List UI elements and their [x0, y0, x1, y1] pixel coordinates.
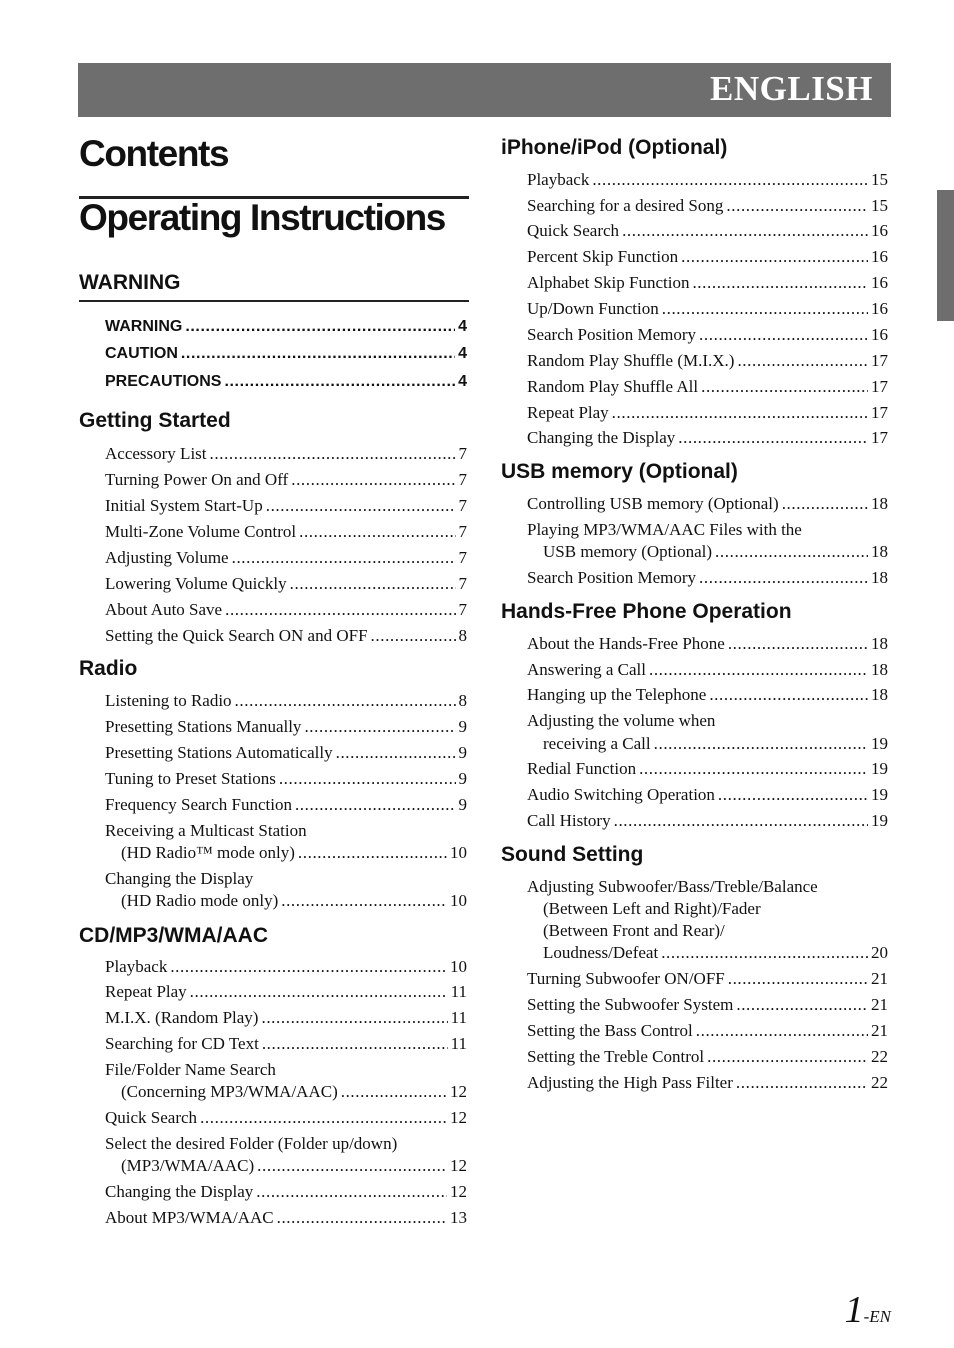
- toc-entry[interactable]: [527, 634, 888, 654]
- toc-entry-page: 8: [458, 691, 467, 710]
- section-heading: Hands-Free Phone Operation: [501, 600, 792, 623]
- toc-entry-title: About Auto Save: [105, 600, 223, 619]
- toc-entry-page: 18: [871, 685, 888, 704]
- toc-entry-page: 11: [450, 1034, 467, 1053]
- toc-entry-title: Turning Subwoofer ON/OFF: [527, 969, 725, 988]
- dot-leader: [299, 522, 455, 542]
- page-number-value: 1: [844, 1289, 864, 1331]
- dot-leader: [185, 318, 455, 336]
- toc-entry[interactable]: [105, 769, 467, 789]
- dot-leader: [726, 196, 868, 216]
- toc-entry[interactable]: [105, 444, 467, 464]
- toc-entry-page: 18: [871, 634, 888, 653]
- toc-entry-page: 7: [458, 600, 467, 619]
- toc-entry[interactable]: [527, 273, 888, 293]
- section-heading: Getting Started: [79, 409, 231, 432]
- toc-entry[interactable]: [121, 1156, 467, 1176]
- dot-leader: [718, 785, 868, 805]
- toc-entry-page: 22: [871, 1047, 888, 1066]
- dot-leader: [235, 691, 456, 711]
- toc-entry-page: 12: [450, 1108, 467, 1127]
- dot-leader: [699, 568, 868, 588]
- section-heading: iPhone/iPod (Optional): [501, 136, 728, 159]
- language-label: ENGLISH: [710, 69, 873, 108]
- toc-entry-page: 19: [871, 785, 888, 804]
- toc-entry-page: 9: [458, 717, 467, 736]
- toc-entry[interactable]: [543, 943, 888, 963]
- toc-entry-page: 8: [458, 626, 467, 645]
- toc-entry[interactable]: [121, 891, 467, 911]
- toc-entry-line: Playing MP3/WMA/AAC Files with the: [527, 520, 802, 539]
- toc-entry-page: 9: [458, 743, 467, 762]
- toc-entry-page: 7: [458, 548, 467, 567]
- toc-entry[interactable]: [527, 785, 888, 805]
- toc-entry[interactable]: [121, 843, 467, 863]
- dot-leader: [304, 717, 455, 737]
- dot-leader: [291, 470, 455, 490]
- toc-entry[interactable]: [105, 1182, 467, 1202]
- toc-entry-page: 7: [458, 496, 467, 515]
- dot-leader: [736, 1073, 868, 1093]
- toc-entry-title: Adjusting Volume: [105, 548, 229, 567]
- dot-leader: [224, 373, 455, 391]
- toc-entry[interactable]: [105, 373, 467, 391]
- toc-entry-page: 18: [871, 568, 888, 587]
- toc-entry[interactable]: [527, 403, 888, 423]
- toc-entry-title: Listening to Radio: [105, 691, 232, 710]
- toc-entry-page: 7: [458, 444, 467, 463]
- dot-leader: [225, 600, 455, 620]
- toc-entry-title: Accessory List: [105, 444, 207, 463]
- toc-entry[interactable]: [527, 325, 888, 345]
- toc-entry-title: Quick Search: [105, 1108, 198, 1127]
- toc-entry-page: 15: [871, 170, 888, 189]
- toc-entry[interactable]: [527, 685, 888, 705]
- toc-entry-page: 11: [450, 982, 467, 1001]
- toc-entry-page: 19: [871, 759, 888, 778]
- dot-leader: [661, 943, 868, 963]
- toc-entry-title: Repeat Play: [105, 982, 187, 1001]
- dot-leader: [709, 685, 868, 705]
- dot-leader: [256, 1182, 447, 1202]
- toc-entry-page: 18: [871, 542, 888, 561]
- dot-leader: [612, 403, 868, 423]
- toc-entry-page: 17: [871, 403, 888, 422]
- toc-entry[interactable]: [105, 470, 467, 490]
- toc-entry-title: Loudness/Defeat: [543, 943, 659, 962]
- dot-leader: [290, 574, 456, 594]
- page-number-suffix: -EN: [863, 1307, 891, 1326]
- dot-leader: [736, 995, 868, 1015]
- toc-entry-page: 16: [871, 273, 888, 292]
- toc-entry-title: Searching for CD Text: [105, 1034, 259, 1053]
- toc-entry-page: 19: [871, 734, 888, 753]
- toc-entry-title: Answering a Call: [527, 660, 646, 679]
- toc-entry-title: PRECAUTIONS: [105, 373, 222, 390]
- toc-entry[interactable]: [105, 743, 467, 763]
- toc-entry-title: Presetting Stations Automatically: [105, 743, 333, 762]
- toc-entry[interactable]: [527, 196, 888, 216]
- toc-entry-title: Hanging up the Telephone: [527, 685, 707, 704]
- toc-entry-page: 19: [871, 811, 888, 830]
- toc-entry[interactable]: [527, 247, 888, 267]
- toc-entry-page: 7: [458, 470, 467, 489]
- toc-entry-title: Controlling USB memory (Optional): [527, 494, 779, 513]
- toc-entry[interactable]: [527, 170, 888, 190]
- toc-entry-title: (MP3/WMA/AAC): [121, 1156, 255, 1175]
- dot-leader: [614, 811, 868, 831]
- page-title: Contents: [79, 133, 229, 174]
- toc-entry-page: 20: [871, 943, 888, 962]
- dot-leader: [701, 377, 868, 397]
- dot-leader: [699, 325, 868, 345]
- toc-entry[interactable]: [527, 428, 888, 448]
- dot-leader: [281, 891, 447, 911]
- toc-entry-title: (HD Radio mode only): [121, 891, 279, 910]
- toc-entry[interactable]: [527, 494, 888, 514]
- section-heading: Radio: [79, 657, 138, 680]
- toc-entry-page: 11: [450, 1008, 467, 1027]
- toc-entry-title: Audio Switching Operation: [527, 785, 715, 804]
- toc-entry-title: Adjusting the High Pass Filter: [527, 1073, 733, 1092]
- toc-entry-page: 15: [871, 196, 888, 215]
- toc-entry-page: 7: [458, 574, 467, 593]
- toc-entry-title: Presetting Stations Manually: [105, 717, 302, 736]
- side-tab-marker: [937, 190, 954, 321]
- toc-entry-page: 10: [450, 957, 467, 976]
- toc-entry-title: Searching for a desired Song: [527, 196, 724, 215]
- toc-entry-title: Percent Skip Function: [527, 247, 679, 266]
- section-heading: Sound Setting: [501, 843, 644, 866]
- toc-entry[interactable]: [527, 995, 888, 1015]
- toc-entry-title: Turning Power On and Off: [105, 470, 289, 489]
- toc-entry-title: CAUTION: [105, 345, 178, 362]
- toc-entry-title: USB memory (Optional): [543, 542, 713, 561]
- dot-leader: [692, 273, 868, 293]
- dot-leader: [200, 1108, 447, 1128]
- toc-entry[interactable]: [527, 969, 888, 989]
- toc-entry-page: 16: [871, 247, 888, 266]
- toc-entry-title: Search Position Memory: [527, 325, 697, 344]
- dot-leader: [707, 1047, 868, 1067]
- dot-leader: [181, 345, 455, 363]
- toc-entry-page: 10: [450, 843, 467, 862]
- toc-entry-title: Random Play Shuffle (M.I.X.): [527, 351, 735, 370]
- dot-leader: [295, 795, 456, 815]
- toc-entry-title: Quick Search: [527, 221, 620, 240]
- dot-leader: [298, 843, 447, 863]
- dot-leader: [715, 542, 868, 562]
- toc-entry[interactable]: [105, 795, 467, 815]
- toc-entry-title: WARNING: [105, 318, 183, 335]
- dot-leader: [261, 1008, 447, 1028]
- toc-entry-page: 18: [871, 660, 888, 679]
- dot-leader: [678, 428, 868, 448]
- dot-leader: [170, 957, 447, 977]
- toc-entry-title: Setting the Quick Search ON and OFF: [105, 626, 368, 645]
- toc-entry-line: (Between Front and Rear)/: [543, 921, 725, 940]
- dot-leader: [782, 494, 868, 514]
- toc-entry[interactable]: [105, 318, 467, 336]
- section-heading: USB memory (Optional): [501, 460, 738, 483]
- toc-entry[interactable]: [527, 299, 888, 319]
- toc-entry[interactable]: [105, 982, 467, 1002]
- toc-entry-page: 12: [450, 1082, 467, 1101]
- dot-leader: [210, 444, 456, 464]
- toc-entry[interactable]: [527, 1021, 888, 1041]
- toc-entry-title: receiving a Call: [543, 734, 651, 753]
- toc-entry-page: 21: [871, 1021, 888, 1040]
- toc-entry-title: About the Hands-Free Phone: [527, 634, 725, 653]
- toc-entry-title: M.I.X. (Random Play): [105, 1008, 259, 1027]
- toc-entry[interactable]: [105, 957, 467, 977]
- toc-entry-title: Frequency Search Function: [105, 795, 292, 814]
- toc-entry[interactable]: [527, 811, 888, 831]
- dot-leader: [341, 1082, 447, 1102]
- toc-entry[interactable]: [105, 626, 467, 646]
- dot-leader: [737, 351, 868, 371]
- toc-entry-page: 17: [871, 351, 888, 370]
- toc-entry[interactable]: [527, 221, 888, 241]
- dot-leader: [277, 1208, 447, 1228]
- dot-leader: [592, 170, 868, 190]
- toc-entry[interactable]: [105, 496, 467, 516]
- toc-entry-page: 4: [458, 318, 467, 335]
- toc-entry-page: 9: [458, 795, 467, 814]
- toc-entry-title: Setting the Treble Control: [527, 1047, 705, 1066]
- toc-entry[interactable]: [105, 1034, 467, 1054]
- toc-entry-line: Select the desired Folder (Folder up/down): [105, 1134, 398, 1153]
- toc-entry-line: (Between Left and Right)/Fader: [543, 899, 761, 918]
- toc-entry[interactable]: [527, 660, 888, 680]
- toc-entry[interactable]: [105, 691, 467, 711]
- toc-entry-title: Playback: [105, 957, 168, 976]
- section-rule: [79, 300, 469, 302]
- toc-entry-page: 22: [871, 1073, 888, 1092]
- toc-entry-title: About MP3/WMA/AAC: [105, 1208, 274, 1227]
- toc-entry-title: Call History: [527, 811, 611, 830]
- toc-entry-line: Receiving a Multicast Station: [105, 821, 307, 840]
- toc-entry[interactable]: [121, 1082, 467, 1102]
- dot-leader: [662, 299, 868, 319]
- toc-entry-page: 12: [450, 1182, 467, 1201]
- dot-leader: [654, 734, 868, 754]
- toc-entry-line: Adjusting the volume when: [527, 711, 716, 730]
- toc-entry[interactable]: [105, 600, 467, 620]
- dot-leader: [257, 1156, 447, 1176]
- toc-entry-page: 17: [871, 428, 888, 447]
- dot-leader: [336, 743, 456, 763]
- toc-entry[interactable]: [105, 717, 467, 737]
- toc-entry-page: 17: [871, 377, 888, 396]
- dot-leader: [232, 548, 456, 568]
- dot-leader: [649, 660, 868, 680]
- toc-entry-title: Redial Function: [527, 759, 637, 778]
- page-subtitle: Operating Instructions: [79, 197, 445, 238]
- toc-entry-page: 7: [458, 522, 467, 541]
- toc-entry-title: Changing the Display: [527, 428, 676, 447]
- toc-entry[interactable]: [105, 574, 467, 594]
- toc-entry[interactable]: [105, 548, 467, 568]
- language-banner: [78, 63, 891, 117]
- toc-entry-title: Search Position Memory: [527, 568, 697, 587]
- toc-entry-line: Adjusting Subwoofer/Bass/Treble/Balance: [527, 877, 818, 896]
- toc-entry-page: 21: [871, 969, 888, 988]
- toc-entry[interactable]: [105, 1108, 467, 1128]
- toc-entry[interactable]: [105, 1208, 467, 1228]
- dot-leader: [190, 982, 448, 1002]
- toc-entry-title: Up/Down Function: [527, 299, 659, 318]
- toc-entry[interactable]: [527, 568, 888, 588]
- toc-entry[interactable]: [527, 351, 888, 371]
- section-heading: CD/MP3/WMA/AAC: [79, 924, 268, 947]
- toc-entry[interactable]: [105, 522, 467, 542]
- toc-entry-title: Multi-Zone Volume Control: [105, 522, 297, 541]
- toc-entry-title: Tuning to Preset Stations: [105, 769, 276, 788]
- toc-entry[interactable]: [527, 1047, 888, 1067]
- toc-entry-page: 18: [871, 494, 888, 513]
- toc-entry-title: Changing the Display: [105, 1182, 254, 1201]
- toc-entry[interactable]: [543, 734, 888, 754]
- toc-entry-title: Lowering Volume Quickly: [105, 574, 287, 593]
- dot-leader: [622, 221, 868, 241]
- toc-entry-page: 21: [871, 995, 888, 1014]
- toc-entry-title: Setting the Subwoofer System: [527, 995, 734, 1014]
- toc-entry[interactable]: [527, 759, 888, 779]
- dot-leader: [279, 769, 456, 789]
- toc-entry[interactable]: [527, 1073, 888, 1093]
- toc-entry-title: Initial System Start-Up: [105, 496, 263, 515]
- dot-leader: [262, 1034, 448, 1054]
- section-heading: WARNING: [79, 271, 181, 294]
- toc-entry-page: 12: [450, 1156, 467, 1175]
- dot-leader: [639, 759, 868, 779]
- dot-leader: [728, 969, 868, 989]
- dot-leader: [681, 247, 868, 267]
- toc-entry-title: (Concerning MP3/WMA/AAC): [121, 1082, 338, 1101]
- toc-entry-page: 16: [871, 325, 888, 344]
- toc-entry[interactable]: [543, 542, 888, 562]
- toc-entry-title: Alphabet Skip Function: [527, 273, 690, 292]
- dot-leader: [696, 1021, 868, 1041]
- toc-entry[interactable]: [105, 1008, 467, 1028]
- toc-entry[interactable]: [527, 377, 888, 397]
- toc-entry-page: 10: [450, 891, 467, 910]
- toc-entry-page: 4: [458, 345, 467, 362]
- toc-entry-title: Playback: [527, 170, 590, 189]
- toc-entry-page: 16: [871, 221, 888, 240]
- toc-entry-line: File/Folder Name Search: [105, 1060, 276, 1079]
- dot-leader: [371, 626, 456, 646]
- toc-entry-page: 13: [450, 1208, 467, 1227]
- toc-entry-title: Random Play Shuffle All: [527, 377, 699, 396]
- toc-entry-line: Changing the Display: [105, 869, 254, 888]
- toc-entry-page: 16: [871, 299, 888, 318]
- dot-leader: [728, 634, 868, 654]
- dot-leader: [266, 496, 456, 516]
- toc-entry-page: 4: [458, 373, 467, 390]
- page-number: [845, 1288, 891, 1332]
- toc-entry-title: Repeat Play: [527, 403, 609, 422]
- toc-entry[interactable]: [105, 345, 467, 363]
- toc-entry-title: (HD Radio™ mode only): [121, 843, 295, 862]
- toc-entry-title: Setting the Bass Control: [527, 1021, 693, 1040]
- toc-entry-page: 9: [458, 769, 467, 788]
